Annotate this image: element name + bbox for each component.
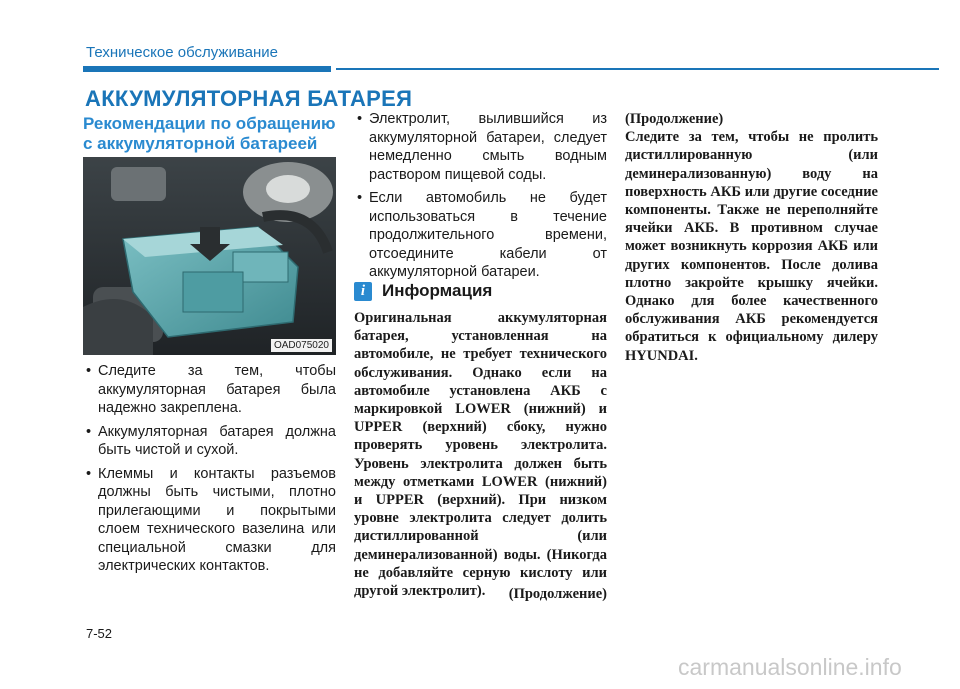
bullet-list — [83, 362, 336, 576]
figure-code: OAD075020 — [271, 339, 332, 352]
column-2 — [354, 110, 607, 287]
paragraph: Следите за тем, чтобы не пролить дистиллированную (или деминерализованную) воду на поверхность АКБ или другие соседние компоненты. Также не переполняйте ячейки АКБ. В противном случае может возникнуть коррозия АКБ или других компонентов. После долива плотно закройте крышку ячейки. Однако для более качественного обслуживания АКБ рекомендуется обратиться к официальному дилеру HYUNDAI. — [625, 129, 878, 364]
info-title: Информация — [382, 281, 493, 300]
info-icon: i — [354, 282, 372, 301]
list-item: • Электролит, вылившийся из аккумуляторной батареи, следует немедленно смыть водным раствором пищевой соды. — [354, 110, 607, 184]
section-subtitle: Рекомендации по обращению с аккумуляторной батареей — [83, 114, 336, 153]
watermark: carmanualsonline.info — [678, 654, 902, 680]
engine-bay-illustration — [83, 157, 336, 355]
page-number: 7-52 — [86, 626, 113, 641]
battery-photo — [83, 157, 336, 355]
info-text: Оригинальная аккумуляторная батарея, установленная на автомобиле, не требует технического обслуживания. Однако если на автомобиле установлена АКБ с маркировкой LOWER (нижний) и UPPER (верхний) сбоку, нужно проверять уровень электролита. Уровень электролита должен быть между отметками LOWER (нижний) и UPPER (верхний). При низком уровне электролита следует долить дистиллированной (или деминерализованной) воды. (Никогда не добавляйте серную кислоту или другой электролит). — [354, 310, 607, 600]
list-item: • Следите за тем, чтобы аккумуляторная батарея была надежно закреплена. — [83, 362, 336, 418]
info-heading — [354, 281, 492, 301]
page-title: АККУМУЛЯТОРНАЯ БАТАРЕЯ — [85, 86, 413, 111]
bullet-list — [354, 110, 607, 282]
header-line — [336, 68, 939, 70]
column-1 — [83, 362, 336, 581]
continued-label: (Продолжение) — [508, 586, 607, 602]
list-item: • Аккумуляторная батарея должна быть чистой и сухой. — [83, 423, 336, 460]
list-item: • Если автомобиль не будет использоваться в течение продолжительного времени, отсоедините кабели от аккумуляторной батареи. — [354, 189, 607, 282]
list-item: • Клеммы и контакты разъемов должны быть чистыми, плотно прилегающими и покрытыми слоем технического вазелина или специальной смазки для электрических контактов. — [83, 465, 336, 576]
section-header: Техническое обслуживание — [86, 44, 278, 61]
continued-heading: (Продолжение) — [625, 111, 724, 127]
column-3 — [625, 110, 878, 365]
header-bar — [83, 66, 331, 72]
